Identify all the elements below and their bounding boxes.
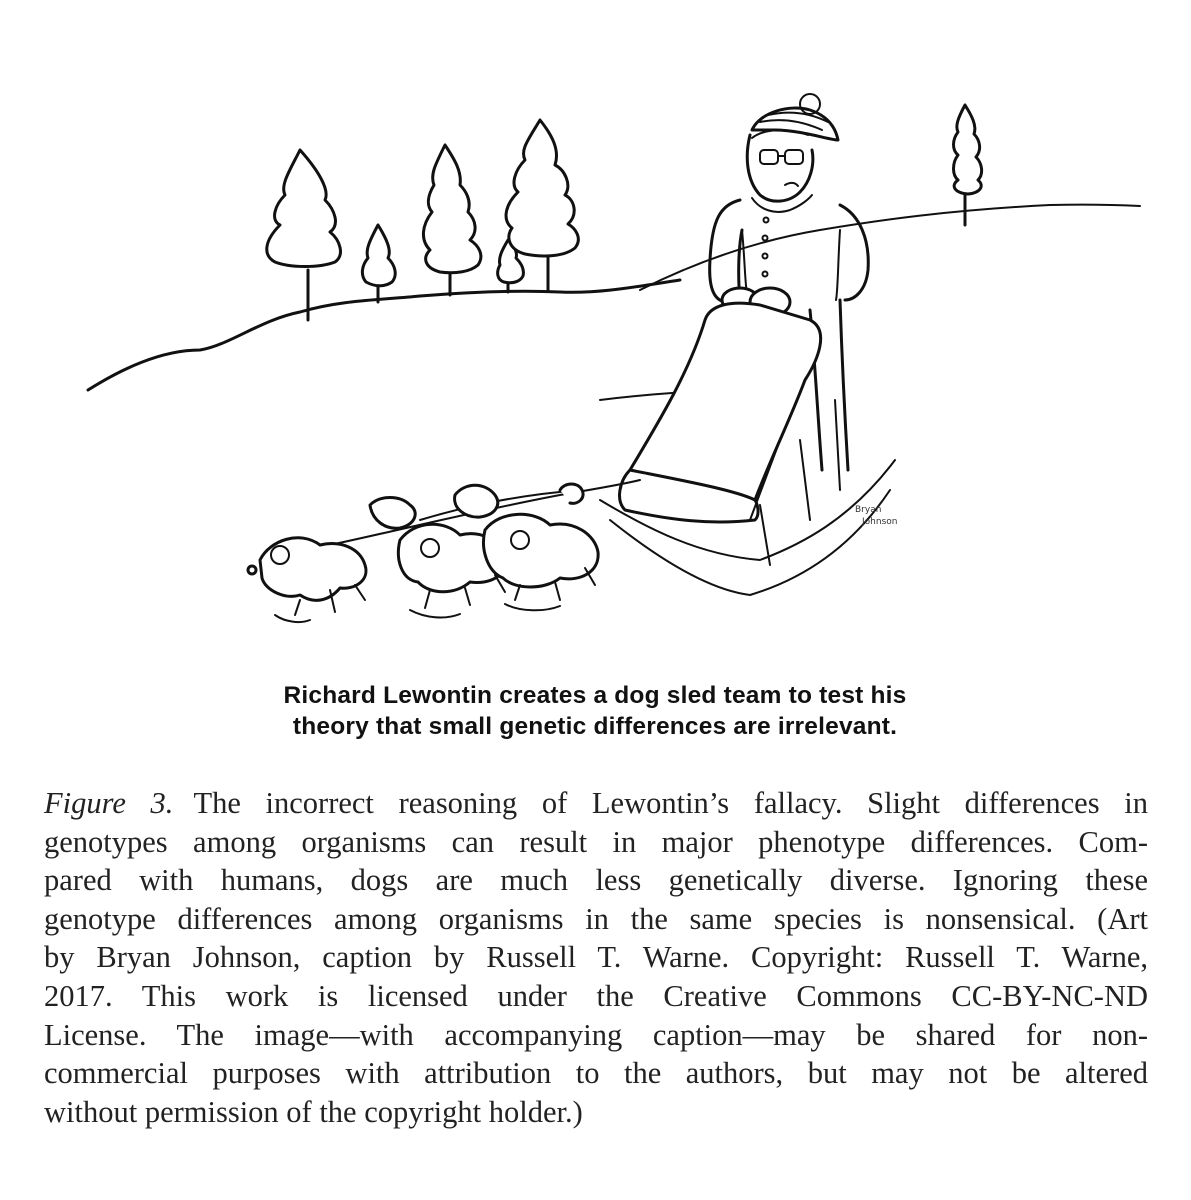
tree <box>362 225 395 302</box>
caption-line: pared with humans, dogs are much less genetically diverse. Ignoring these <box>44 863 1148 898</box>
figure-label: Figure 3. <box>44 786 174 820</box>
tree <box>423 145 480 295</box>
tree <box>267 150 341 320</box>
poodle-dog <box>370 484 583 528</box>
poodle-dog <box>248 538 366 622</box>
figure-caption <box>44 784 1148 1131</box>
caption-line: 2017. This work is licensed under the Creative Commons CC-BY-NC-ND <box>44 978 1148 1013</box>
tree <box>954 105 982 225</box>
caption-line: genotypes among organisms can result in major phenotype differences. Com- <box>44 824 1148 859</box>
hills <box>88 205 1140 400</box>
caption-line: License. The image—with accompanying caption—may be shared for non- <box>44 1017 1148 1052</box>
poodle-dog <box>484 514 599 610</box>
artist-signature: Bryan <box>855 505 882 515</box>
cartoon-caption-line: Richard Lewontin creates a dog sled team to test his <box>283 682 907 709</box>
cartoon-caption <box>200 680 990 742</box>
caption-line: Figure 3. The incorrect reasoning of Lewontin’s fallacy. Slight differences in <box>44 786 1148 820</box>
caption-line: genotype differences among organisms in the same species is nonsensical. (Art <box>44 901 1148 936</box>
caption-line: by Bryan Johnson, caption by Russell T. Warne. Copyright: Russell T. Warne, <box>44 940 1148 975</box>
caption-line: without permission of the copyright holder.) <box>44 1094 583 1129</box>
cartoon-caption-line: theory that small genetic differences are irrelevant. <box>292 713 898 740</box>
dog-sled <box>600 303 897 595</box>
caption-line: commercial purposes with attribution to the authors, but may not be altered <box>44 1056 1148 1091</box>
svg-text:Johnson: Johnson <box>862 517 898 527</box>
